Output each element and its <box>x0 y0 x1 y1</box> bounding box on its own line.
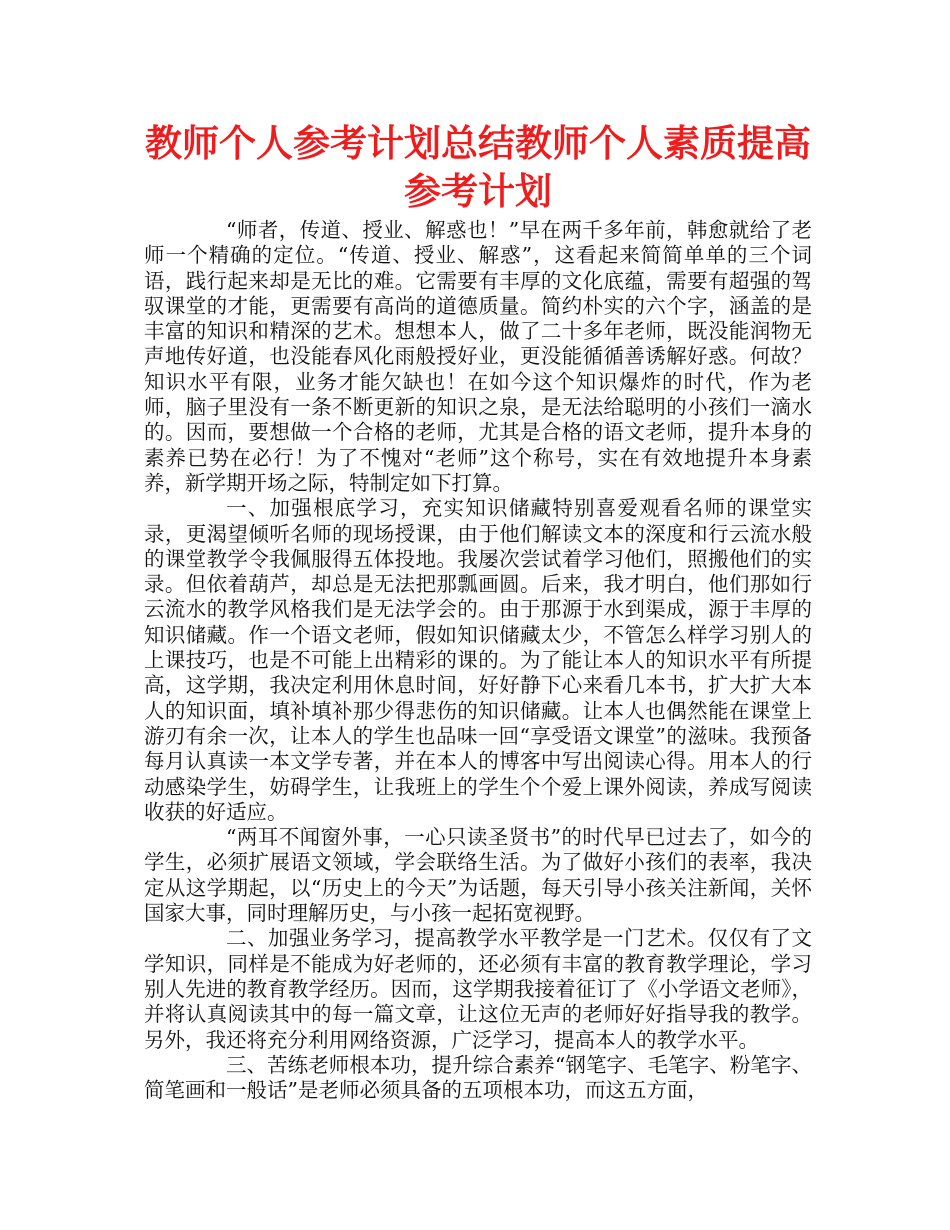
document-title: 教师个人参考计划总结教师个人素质提高参考计划 <box>145 122 811 213</box>
paragraph-section-1: 一、加强根底学习，充实知识储藏特别喜爱观看名师的课堂实录，更渴望倾听名师的现场授课，由于他们解读文本的深度和行云流水般的课堂教学令我佩服得五体投地。我屡次尝试着学习他们，照搬他们的实录。但依着葫芦，却总是无法把那瓢画圆。后来，我才明白，他们那如行云流水的教学风格我们是无法学会的。由于那源于水到渠成，源于丰厚的知识储藏。作一个语文老师，假如知识储藏太少，不管怎么样学习别人的上课技巧，也是不可能上出精彩的课的。为了能让本人的知识水平有所提高，这学期，我决定利用休息时间，好好静下心来看几本书，扩大扩大本人的知识面，填补填补那少得悲伤的知识储藏。让本人也偶然能在课堂上游刃有余一次，让本人的学生也品味一回“享受语文课堂”的滋味。我预备每月认真读一本文学专著，并在本人的博客中写出阅读心得。用本人的行动感染学生，妨碍学生，让我班上的学生个个爱上课外阅读，养成写阅读收获的好适应。 <box>144 496 812 824</box>
paragraph-section-2: 二、加强业务学习，提高教学水平教学是一门艺术。仅仅有了文学知识，同样是不能成为好老师的，还必须有丰富的教育教学理论，学习别人先进的教育教学经历。因而，这学期我接着征订了《小学语文老师》，并将认真阅读其中的每一篇文章，让这位无声的老师好好指导我的教学。另外，我还将充分利用网络资源，广泛学习，提高本人的教学水平。 <box>144 926 812 1052</box>
document-page <box>144 120 812 1103</box>
paragraph-section-1-continued: “两耳不闻窗外事，一心只读圣贤书”的时代早已过去了，如今的学生，必须扩展语文领域，学会联络生活。为了做好小孩们的表率，我决定从这学期起，以“历史上的今天”为话题，每天引导小孩关注新闻，关怀国家大事，同时理解历史，与小孩一起拓宽视野。 <box>144 825 812 926</box>
paragraph-section-3: 三、苦练老师根本功，提升综合素养“钢笔字、毛笔字、粉笔字、简笔画和一般话”是老师必须具备的五项根本功，而这五方面， <box>144 1052 812 1103</box>
paragraph-intro: “师者，传道、授业、解惑也！”早在两千多年前，韩愈就给了老师一个精确的定位。“传道、授业、解惑”，这看起来简简单单的三个词语，践行起来却是无比的难。它需要有丰厚的文化底蕴，需要有超强的驾驭课堂的才能，更需要有高尚的道德质量。简约朴实的六个字，涵盖的是丰富的知识和精深的艺术。想想本人，做了二十多年老师，既没能润物无声地传好道，也没能春风化雨般授好业，更没能循循善诱解好惑。何故？知识水平有限，业务才能欠缺也！在如今这个知识爆炸的时代，作为老师，脑子里没有一条不断更新的知识之泉，是无法给聪明的小孩们一滴水的。因而，要想做一个合格的老师，尤其是合格的语文老师，提升本身的素养已势在必行！为了不愧对“老师”这个称号，实在有效地提升本身素养，新学期开场之际，特制定如下打算。 <box>144 218 812 495</box>
document-body <box>144 218 812 1103</box>
